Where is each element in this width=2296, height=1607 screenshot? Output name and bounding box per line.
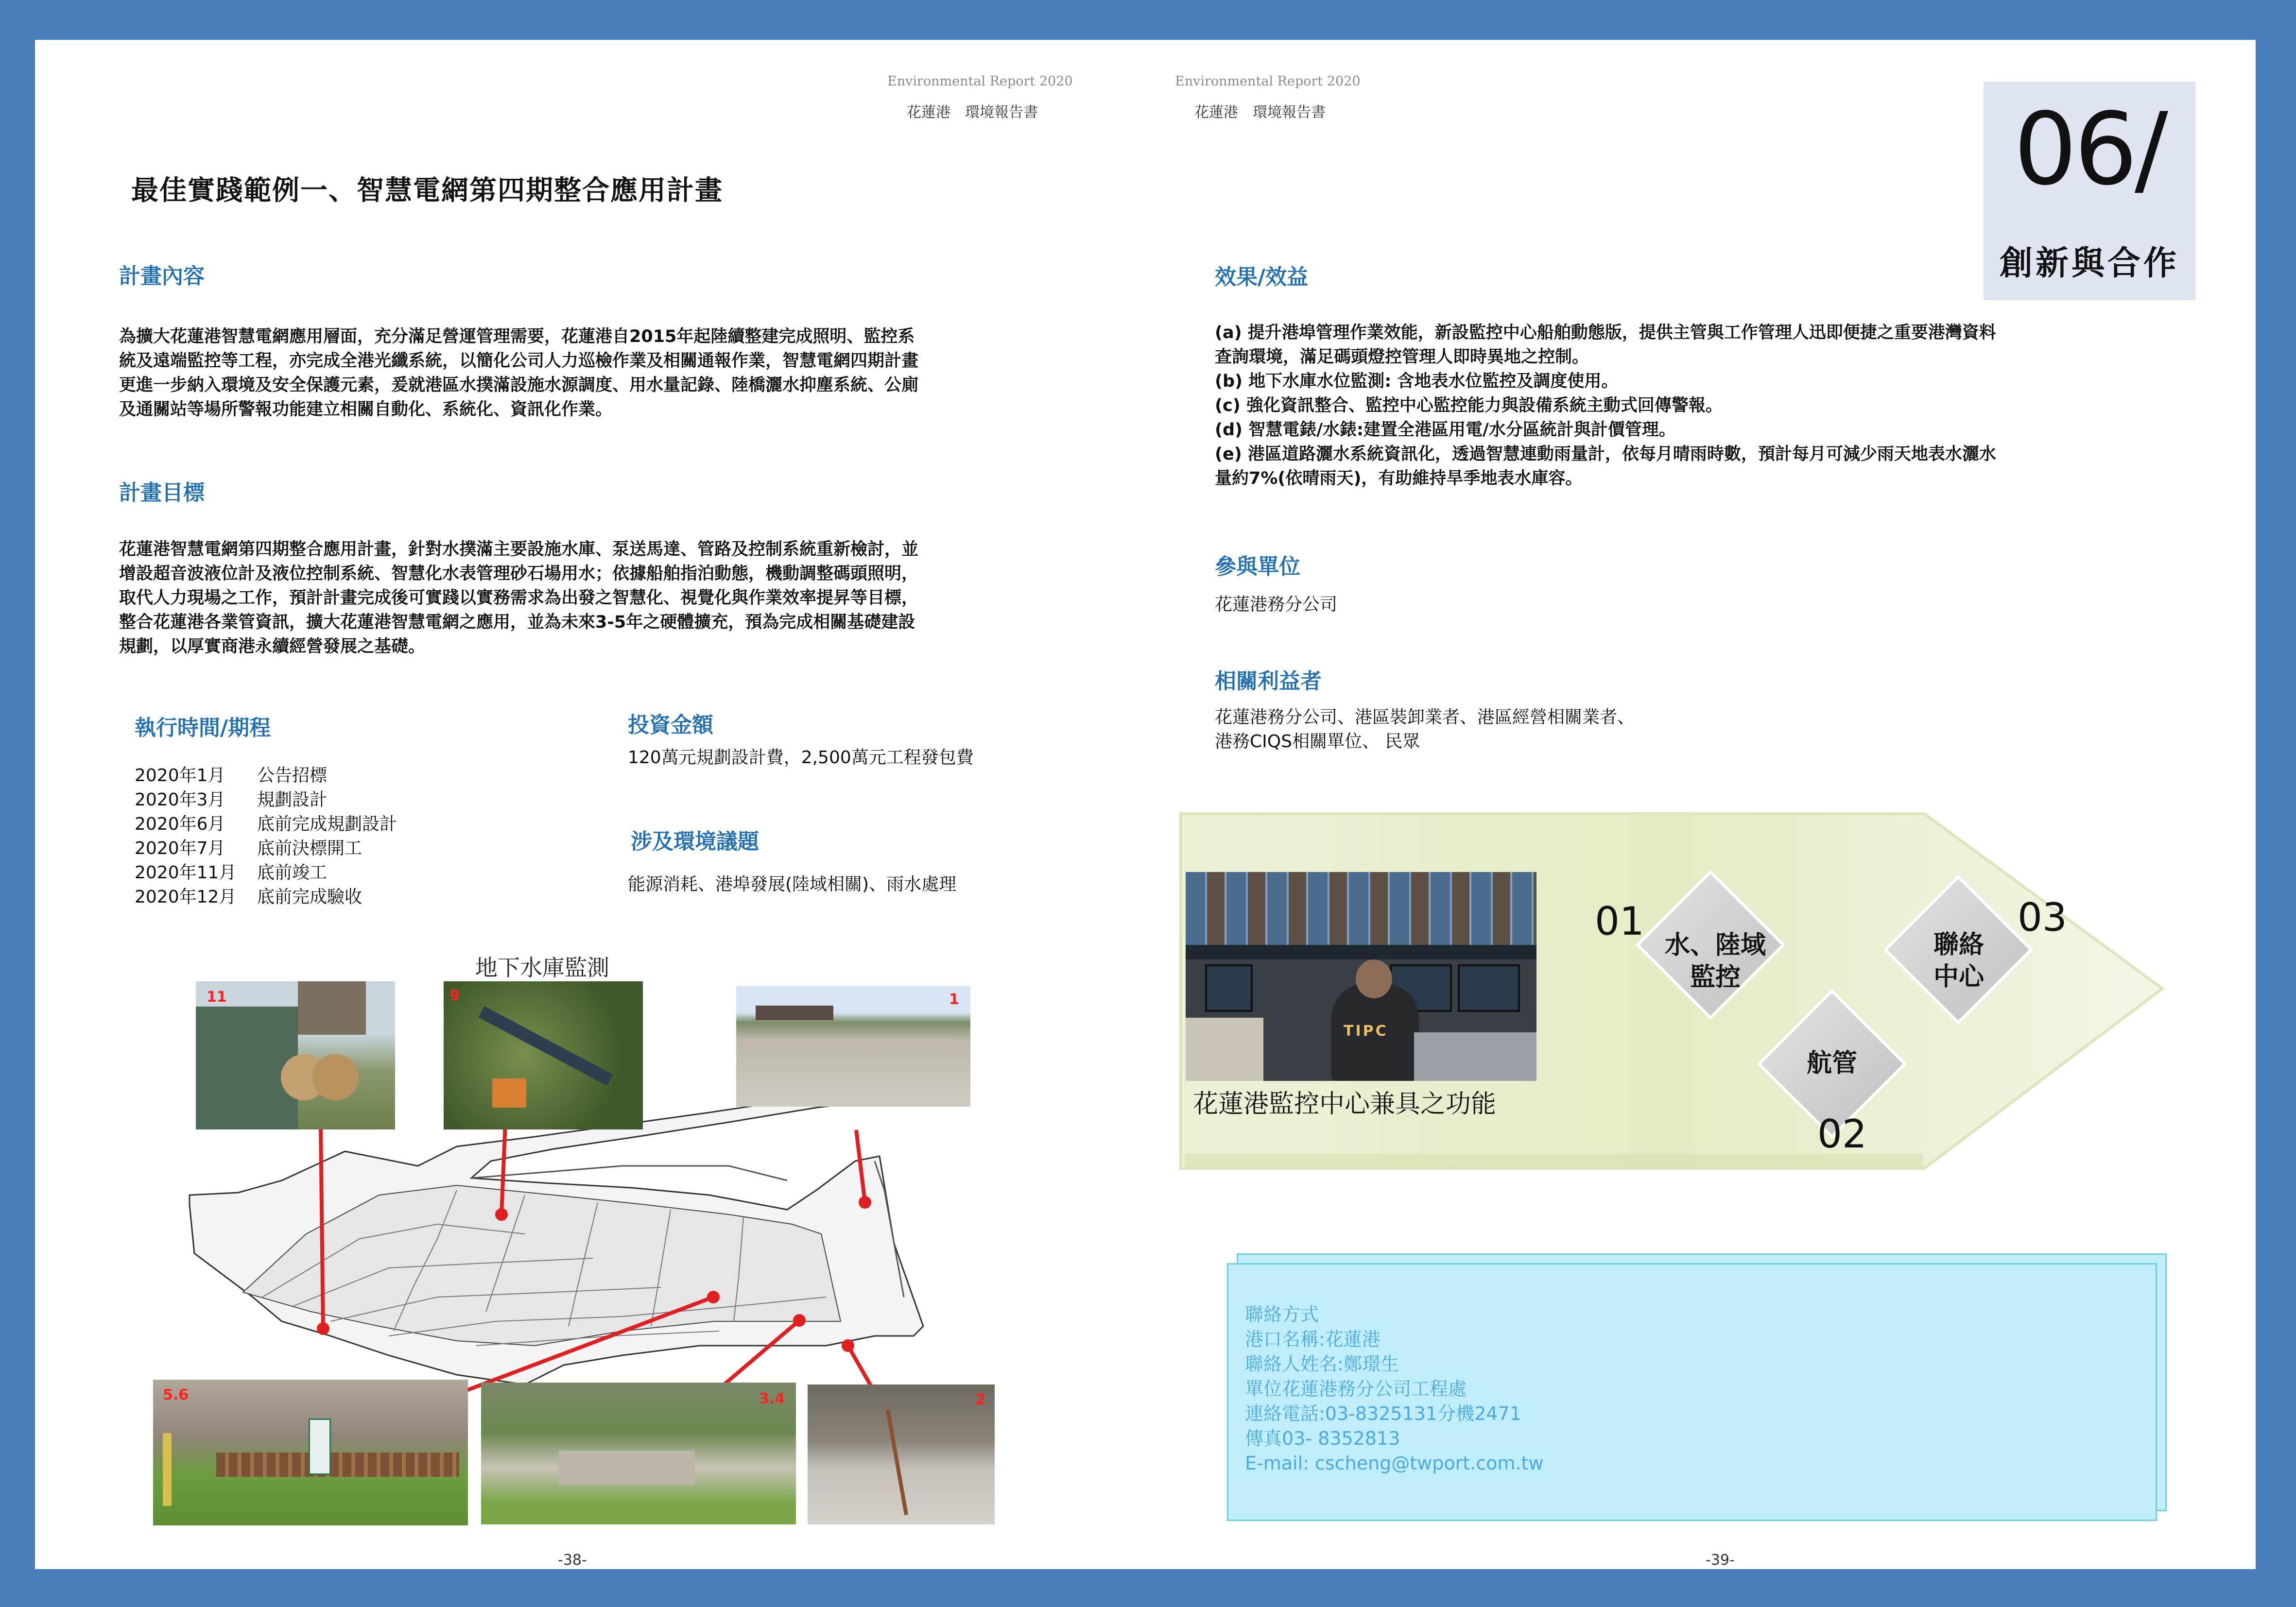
schedule-item: 2020年3月 規劃設計 (135, 790, 328, 810)
participant-heading: 參與單位 (1215, 554, 1300, 579)
text-line: (e) 港區道路灑水系統資訊化，透過智慧連動雨量計，依每月晴雨時數，預計每月可減少雨天地表水灑水 (1215, 444, 1996, 464)
schedule-item: 2020年6月 底前完成規劃設計 (135, 814, 397, 834)
benefits-heading: 效果/效益 (1215, 265, 1309, 290)
text-line: 統及遠端監控等工程，亦完成全港光纖系統，以簡化公司人力巡檢作業及相關通報作業，智慧電網四期計畫 (119, 351, 919, 371)
text-line: 查詢環境，滿足碼頭燈控管理人即時異地之控制。 (1215, 347, 1589, 367)
benefits-text (1215, 321, 1996, 491)
investment-heading: 投資金額 (628, 713, 713, 737)
text-line: 花蓮港務分公司、港區裝卸業者、港區經營相關業者、 (1215, 707, 1635, 727)
site-photo-5-6 (153, 1380, 468, 1525)
contact-line: 連絡電話:03-8325131分機2471 (1245, 1403, 1521, 1424)
text-line: 更進一步納入環境及安全保護元素，爰就港區水撲滿設施水源調度、用水量記錄、陸橋灑水抑塵系統、公廁 (119, 376, 919, 395)
text-line: 花蓮港智慧電網第四期整合應用計畫，針對水撲滿主要設施水庫、泵送馬達、管路及控制系統重新檢討，並 (119, 540, 919, 559)
schedule-heading: 執行時間/期程 (135, 716, 271, 740)
investment-text: 120萬元規劃設計費，2,500萬元工程發包費 (628, 748, 974, 768)
env-issues-text: 能源消耗、港埠發展(陸域相關)、雨水處理 (628, 874, 957, 894)
control-center-caption: 花蓮港監控中心兼具之功能 (1193, 1090, 1497, 1119)
stakeholders-heading: 相關利益者 (1215, 669, 1322, 694)
site-photo-3-4 (481, 1383, 796, 1524)
text-line: 量約7%(依晴雨天)，有助維持旱季地表水庫容。 (1215, 469, 1583, 488)
schedule-item: 2020年1月 公告招標 (135, 766, 328, 786)
text-line: 增設超音波液位計及液位控制系統、智慧化水表管理砂石場用水；依據船舶指泊動態，機動調整碼頭照明， (119, 564, 919, 583)
chapter-name: 創新與合作 (1999, 244, 2179, 283)
photo-label: 2 (975, 1391, 985, 1408)
schedule-item: 2020年7月 底前決標開工 (135, 838, 363, 858)
schedule-item: 2020年12月 底前完成驗收 (135, 887, 363, 907)
text-line: 規劃，以厚實商港永續經營發展之基礎。 (119, 637, 426, 656)
text-line: 港務CIQS相關單位、 民眾 (1215, 732, 1420, 752)
text-line: (a) 提升港埠管理作業效能，新設監控中心船舶動態版，提供主管與工作管理人迅即便捷之重要港灣資料 (1215, 323, 1996, 342)
contact-line: 單位花蓮港務分公司工程處 (1245, 1378, 1467, 1400)
function-label-monitoring: 水、陸域 監控 (1664, 931, 1766, 992)
stakeholders-text (1215, 705, 1635, 754)
schedule-item: 2020年11月 底前竣工 (135, 863, 328, 883)
header-left-zh: 花蓮港 環境報告書 (907, 104, 1038, 121)
text-line: 整合花蓮港各業管資訊，擴大花蓮港智慧電網之應用，並為未來3-5年之硬體擴充，預為完成相關基礎建設 (119, 613, 915, 632)
site-photo-11 (196, 981, 395, 1129)
page-title: 最佳實踐範例一、智慧電網第四期整合應用計畫 (131, 175, 723, 206)
function-number: 03 (2018, 895, 2067, 940)
function-label-contact-center: 聯絡 中心 (1933, 930, 1984, 992)
vest-text: TIPC (1344, 1023, 1388, 1040)
header-left-en: Environmental Report 2020 (887, 74, 1073, 89)
text-line: 為擴大花蓮港智慧電網應用層面，充分滿足營運管理需要，花蓮港自2015年起陸續整建完成照明、監控系 (119, 327, 915, 346)
header-right-en: Environmental Report 2020 (1175, 74, 1361, 89)
text-line: (b) 地下水庫水位監測: 含地表水位監控及調度使用。 (1215, 372, 1619, 391)
site-photo-1 (736, 986, 970, 1107)
text-line: 取代人力現場之工作，預計計畫完成後可實踐以實務需求為出發之智慧化、視覺化與作業效率提昇等目標， (119, 588, 919, 608)
plan-content-heading: 計畫內容 (119, 264, 205, 289)
page-number-right: -39- (1706, 1552, 1735, 1569)
photo-label: 3.4 (759, 1390, 785, 1407)
photo-label: 9 (449, 987, 460, 1004)
text-line: 及通關站等場所警報功能建立相關自動化、系統化、資訊化作業。 (119, 400, 613, 419)
contact-line: 傳真03- 8352813 (1245, 1428, 1400, 1449)
function-label-traffic: 航管 (1806, 1049, 1857, 1078)
site-photo-9 (444, 981, 643, 1129)
env-issues-heading: 涉及環境議題 (631, 829, 759, 854)
contact-line: 聯絡方式 (1245, 1304, 1319, 1325)
plan-goal-heading: 計畫目標 (119, 480, 205, 505)
text-line: (d) 智慧電錶/水錶:建置全港區用電/水分區統計與計價管理。 (1215, 420, 1676, 440)
function-number: 02 (1817, 1111, 1867, 1157)
photo-label: 1 (949, 991, 959, 1008)
photo-label: 5.6 (163, 1386, 189, 1403)
function-number: 01 (1595, 899, 1644, 944)
page-number-left: -38- (558, 1552, 587, 1569)
photo-label: 11 (207, 989, 227, 1006)
contact-line: E-mail: cscheng@twport.com.tw (1245, 1453, 1544, 1474)
contact-info (1245, 1302, 1543, 1476)
control-room-photo (1186, 872, 1536, 1081)
chapter-number: 06/ (2014, 92, 2165, 207)
participant-text: 花蓮港務分公司 (1215, 595, 1338, 615)
text-line: (c) 強化資訊整合、監控中心監控能力與設備系統主動式回傳警報。 (1215, 396, 1723, 415)
map-caption: 地下水庫監測 (475, 955, 609, 981)
contact-line: 港口名稱:花蓮港 (1245, 1329, 1381, 1350)
contact-line: 聯絡人姓名:鄭璟生 (1245, 1353, 1399, 1375)
site-photo-2 (808, 1385, 995, 1524)
header-right-zh: 花蓮港 環境報告書 (1194, 104, 1326, 121)
